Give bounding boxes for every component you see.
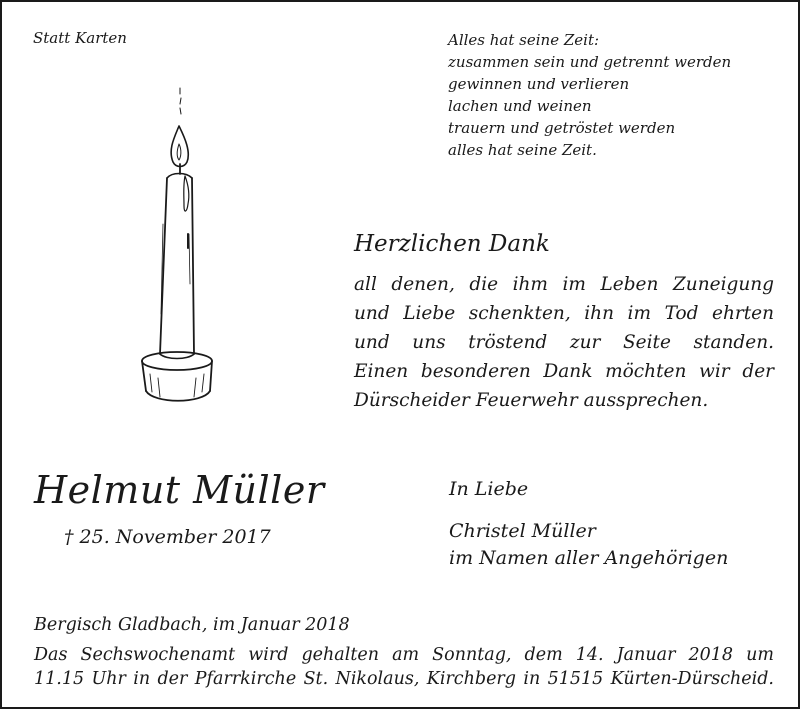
poem-line: zusammen sein und getrennt werden <box>448 53 732 71</box>
deceased-name: Helmut Müller <box>34 468 325 512</box>
mass-line: 11.15 Uhr in der Pfarrkirche St. Nikolaus, Kirchberg in 51515 Kürten-Dürscheid. <box>34 669 774 689</box>
signer-name: Christel Müller <box>449 520 596 542</box>
poem-line: trauern und getröstet werden <box>448 119 676 137</box>
in-liebe-label: In Liebe <box>449 478 529 500</box>
signature-block <box>449 518 728 572</box>
thanks-line: all denen, die ihm im Leben Zuneigung <box>354 274 774 295</box>
place-date: Bergisch Gladbach, im Januar 2018 <box>34 615 350 635</box>
thanks-text <box>354 270 774 415</box>
thanks-line: Einen besonderen Dank möchten wir der <box>354 361 774 382</box>
poem-line: Alles hat seine Zeit: <box>448 31 600 49</box>
thanks-line: und Liebe schenkten, ihn im Tod ehrten <box>354 303 774 324</box>
death-date: † 25. November 2017 <box>64 526 271 548</box>
poem-line: gewinnen und verlieren <box>448 75 630 93</box>
poem-line: alles hat seine Zeit. <box>448 141 597 159</box>
poem <box>448 29 731 161</box>
statt-karten-label: Statt Karten <box>33 29 127 47</box>
candle-icon <box>130 84 240 414</box>
thanks-title: Herzlichen Dank <box>354 231 550 257</box>
signer-note: im Namen aller Angehörigen <box>449 547 729 569</box>
thanks-line: Dürscheider Feuerwehr aussprechen. <box>354 390 709 411</box>
poem-line: lachen und weinen <box>448 97 592 115</box>
mass-announcement <box>34 643 774 691</box>
mass-line: Das Sechswochenamt wird gehalten am Sonntag, dem 14. Januar 2018 um <box>34 645 774 665</box>
thanks-line: und uns tröstend zur Seite standen. <box>354 332 774 353</box>
